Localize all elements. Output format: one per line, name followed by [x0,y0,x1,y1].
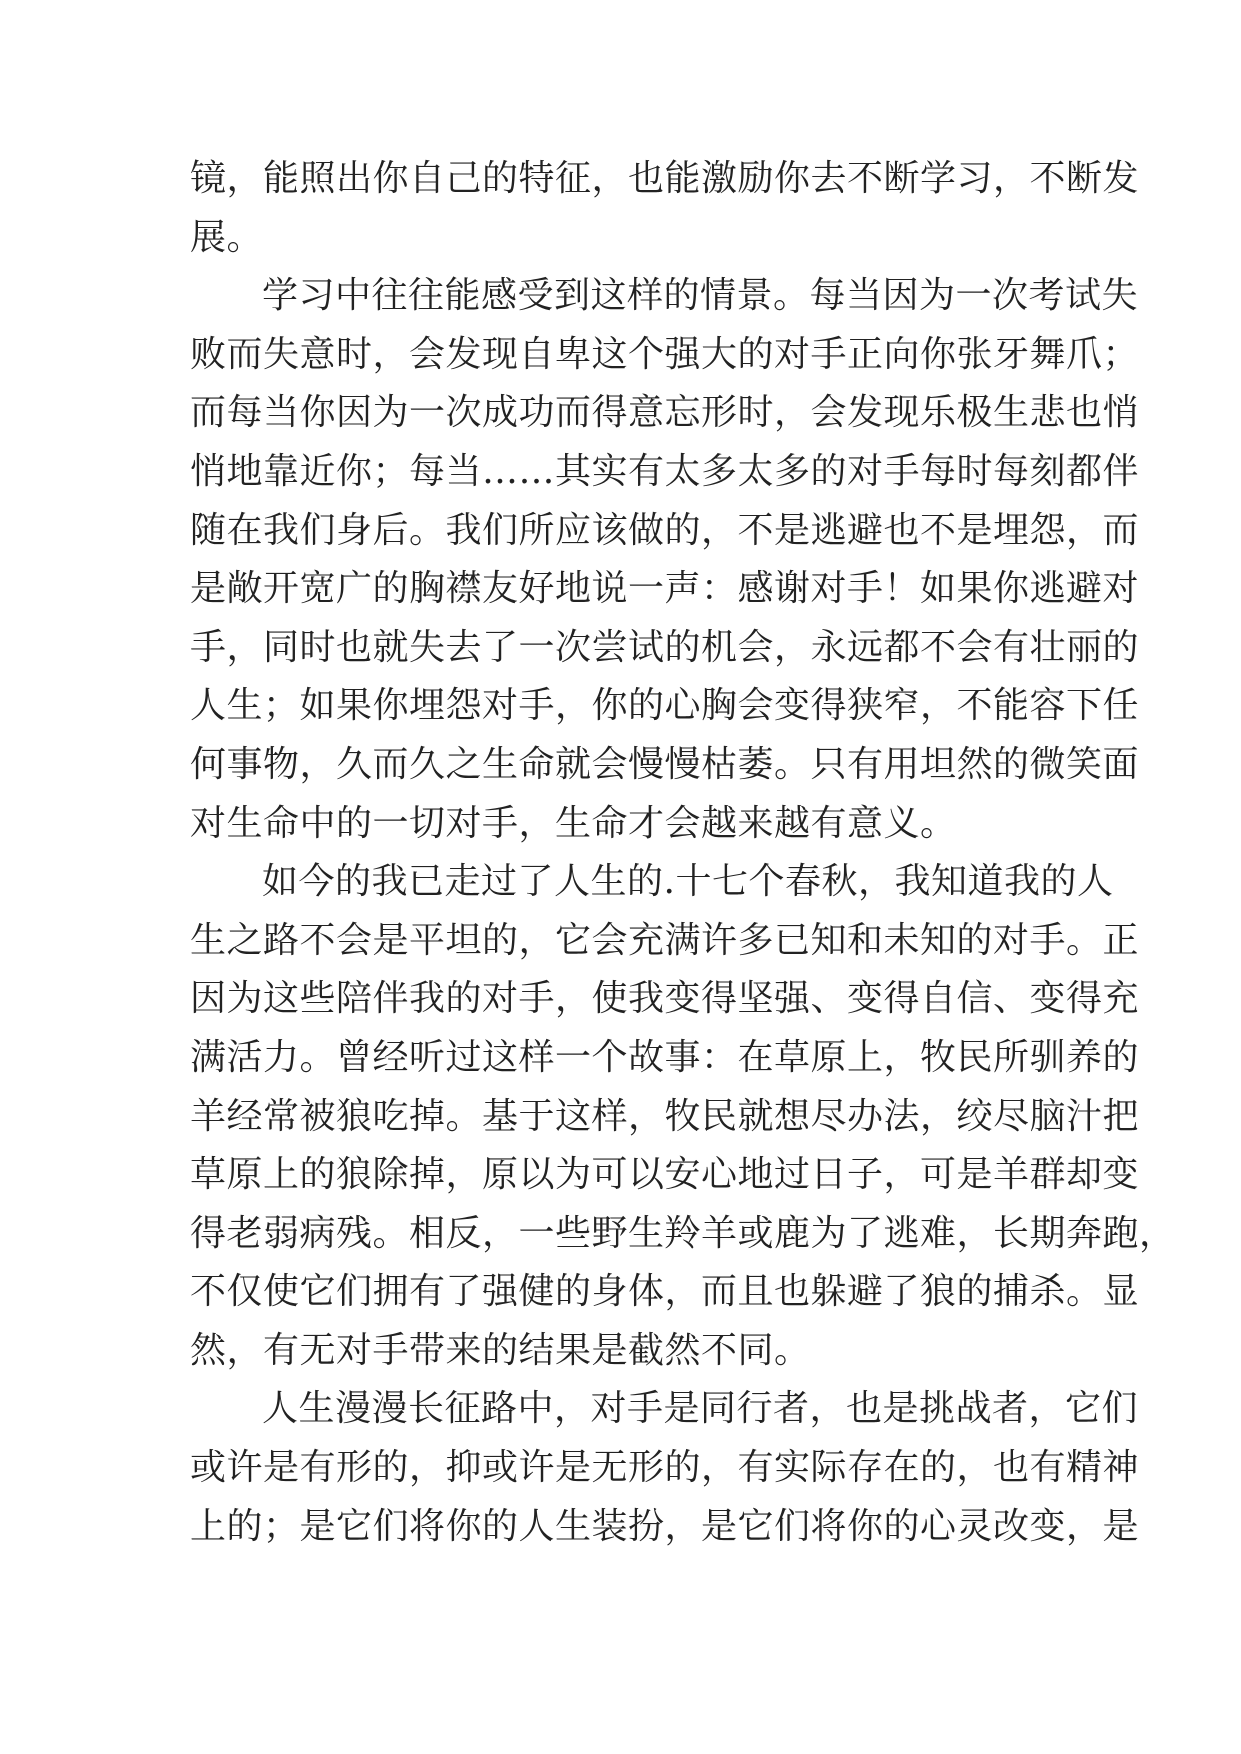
text-line: 不仅使它们拥有了强健的身体，而且也躲避了狼的捕杀。显 [190,1271,1140,1313]
paragraph [190,150,1140,267]
text-line: 然，有无对手带来的结果是截然不同。 [190,1329,811,1371]
text-line: 对生命中的一切对手，生命才会越来越有意义。 [190,802,957,844]
paragraph [190,1380,1140,1556]
text-line: 随在我们身后。我们所应该做的，不是逃避也不是埋怨，而 [190,509,1140,551]
text-line: 悄地靠近你；每当……其实有太多太多的对手每时每刻都伴 [190,450,1140,492]
text-line: 人生；如果你埋怨对手，你的心胸会变得狭窄，不能容下任 [190,685,1140,727]
text-line: 展。 [190,216,264,258]
text-line: 上的；是它们将你的人生装扮，是它们将你的心灵改变，是 [190,1505,1140,1547]
text-line: 手，同时也就失去了一次尝试的机会，永远都不会有壮丽的 [190,626,1140,668]
text-line: 生之路不会是平坦的，它会充满许多已知和未知的对手。正 [190,919,1140,961]
text-line: 羊经常被狼吃掉。基于这样，牧民就想尽办法，绞尽脑汁把 [190,1095,1140,1137]
body-text [190,150,1176,1556]
text-line: 何事物，久而久之生命就会慢慢枯萎。只有用坦然的微笑面 [190,743,1140,785]
text-line: 满活力。曾经听过这样一个故事：在草原上，牧民所驯养的 [190,1036,1140,1078]
text-line: 人生漫漫长征路中，对手是同行者，也是挑战者，它们 [262,1388,1139,1430]
text-line: 或许是有形的，抑或许是无形的，有实际存在的，也有精神 [190,1447,1140,1489]
text-line: 镜，能照出你自己的特征，也能激励你去不断学习，不断发 [190,158,1140,199]
text-line: 学习中往往能感受到这样的情景。每当因为一次考试失 [262,275,1139,317]
paragraph [190,853,1176,1380]
text-line: 草原上的狼除掉，原以为可以安心地过日子，可是羊群却变 [190,1154,1140,1196]
text-line: 得老弱病残。相反，一些野生羚羊或鹿为了逃难，长期奔跑， [190,1212,1176,1254]
text-line: 而每当你因为一次成功而得意忘形时，会发现乐极生悲也悄 [190,392,1140,434]
paragraph [190,267,1140,853]
text-line: 败而失意时，会发现自卑这个强大的对手正向你张牙舞爪； [190,333,1140,375]
text-line: 如今的我已走过了人生的.十七个春秋，我知道我的人 [262,861,1114,903]
text-line: 因为这些陪伴我的对手，使我变得坚强、变得自信、变得充 [190,978,1140,1020]
text-line: 是敞开宽广的胸襟友好地说一声：感谢对手！如果你逃避对 [190,568,1140,610]
